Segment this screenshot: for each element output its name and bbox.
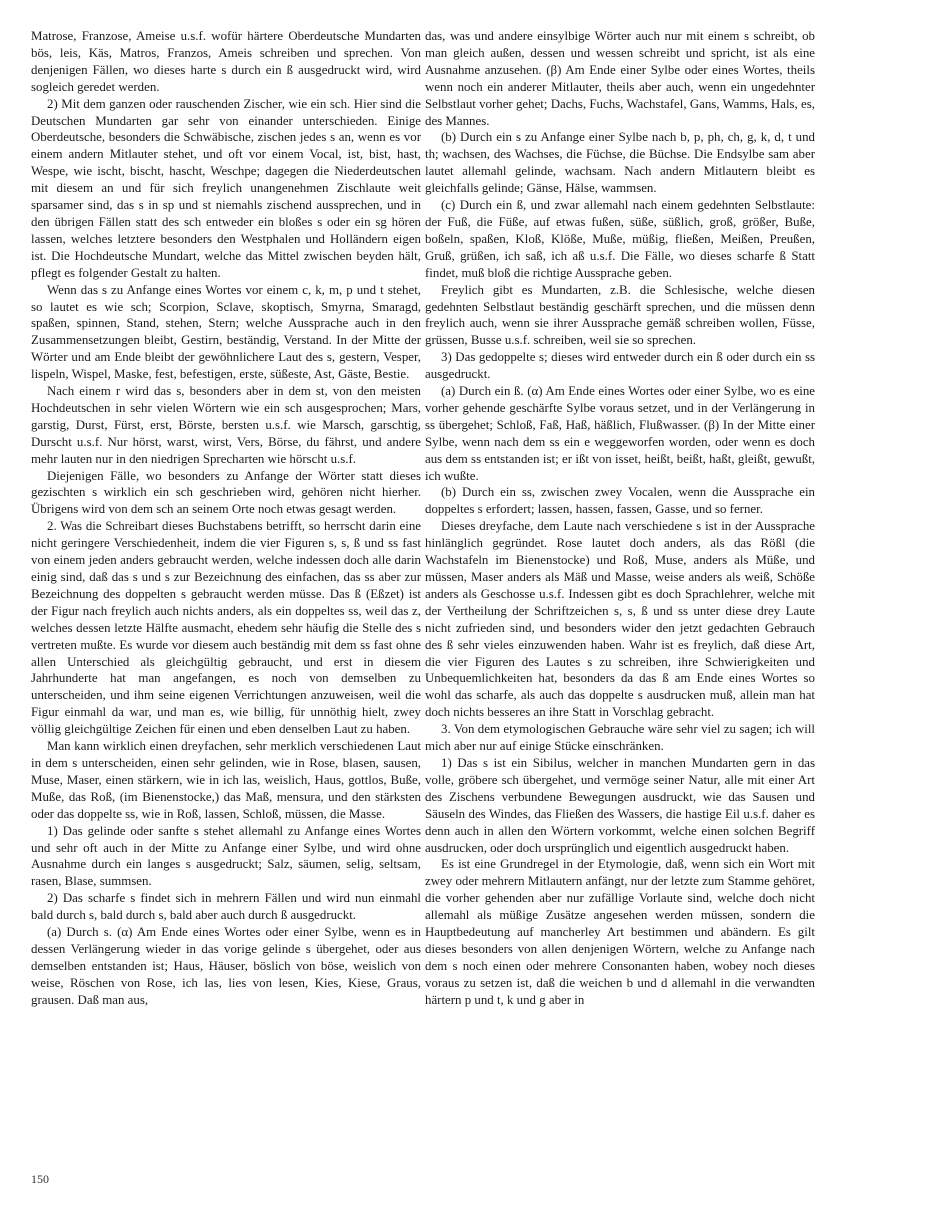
paragraph: das, was und andere einsylbige Wörter auch nur mit einem s schreibt, ob man gleich außen, dessen und wessen schreibt und spricht, ist als eine Ausnahme anzusehen. (β) Am Ende einer Sylbe oder eines Wortes, theils wenn noch ein anderer Mitlauter, theils aber auch, wenn ein ungedehnter Selbstlaut vorher gehet; Dachs, Fuchs, Wachstafel, Gans, Wamms, Hals, es, des Mannes.	[425, 29, 815, 128]
paragraph: Wenn das s zu Anfange eines Wortes vor einem c, k, m, p und t stehet, so lautet es wie sch; Scorpion, Sclave, skoptisch, Smyrna, Smaragd, spaßen, spinnen, Stand, stehen, Stern; welche Aussprache auch in den Zusammensetzungen bleibt, Gestirn, beständig, Verstand. In der Mitte der Wörter und am Ende bleibt der gewöhnlichere Laut des s, gestern, Vesper, lispeln, Wispel, Maske, fest, befestigen, erste, süßeste, Ast, Gäste, Bestie.	[31, 282, 421, 382]
paragraph: Man kann wirklich einen dreyfachen, sehr merklich verschiedenen Laut in dem s unterscheiden, einen sehr gelinden, wie in Rose, blasen, sausen, Muse, Maser, einen stärkern, wie in ich las, weislich, Haus, gottlos, Buße, Muße, das Roß, (im Bienenstocke,) das Maß, mensura, und den stärksten oder das doppelte ss, wie in Roß, lassen, Schloß, müssen, die Masse.	[31, 739, 421, 821]
paragraph: 3. Von dem etymologischen Gebrauche wäre sehr viel zu sagen; ich will mich aber nur auf einige Stücke einschränken.	[425, 722, 815, 754]
paragraph: Dieses dreyfache, dem Laute nach verschiedene s ist in der Aussprache hinlänglich gegründet. Rose lautet doch anders, als das Rößl (die Wachstafeln im Bienenstocke) und Roß, Muse, anders als Müße, und müssen, Maser anders als Mäß und Masse, weise anders als weiß, Schöße anders als Geschosse u.s.f. Indessen gibt es doch Sprachlehrer, welche mit der Vertheilung der Schriftzeichen s, s, ß und ss unter diese drey Laute nicht zufrieden sind, und besonders wider den jetzt gedachten Gebrauch des ß sehr vieles einzuwenden haben. Wahr ist es freylich, daß diese Art, die vier Figuren des Lautes s zu schreiben, ihre Schwierigkeiten und Unbequemlichkeiten hat, besonders da das ß am Ende eines Wortes so wohl das scharfe, als auch das doppelte s ausdrucken muß, allein man hat doch nichts besseres an ihre Statt in Vorschlag gebracht.	[425, 519, 815, 720]
paragraph: (b) Durch ein ss, zwischen zwey Vocalen, wenn die Aussprache ein doppeltes s erfordert; lassen, hassen, fassen, Gasse, und so ferner.	[425, 485, 815, 517]
paragraph: Freylich gibt es Mundarten, z.B. die Schlesische, welche diesen gedehnten Selbstlaut beständig geschärft sprechen, und die müssen denn freylich auch, wenn sie ihrer Aussprache gemäß schreiben wollen, Füsse, grüssen, Busse u.s.f. schreiben, weil sie so sprechen.	[425, 282, 815, 348]
paragraph: Matrose, Franzose, Ameise u.s.f. wofür härtere Oberdeutsche Mundarten bös, leis, Käs, Matros, Franzos, Ameis schreiben und sprechen. Von denjenigen Fällen, wo dieses harte s durch ein ß ausgedruckt wird, wird sogleich geredet werden.	[31, 29, 421, 94]
paragraph: Nach einem r wird das s, besonders aber in dem st, von den meisten Hochdeutschen in sehr vielen Wörtern wie ein sch ausgesprochen; Mars, garstig, Durst, Fürst, erst, Börste, bersten u.s.f. wie Marsch, garschtig, Durscht u.s.f. Nur hörst, warst, wirst, Vers, Börse, du fährst, und andere mehr lauten nur in den niedrigen Sprecharten wie hörscht u.s.f.	[31, 384, 421, 466]
paragraph: Diejenigen Fälle, wo besonders zu Anfange der Wörter statt dieses gezischten s wirklich ein sch geschrieben wird, gehören nicht hierher. Übrigens wird von dem sch an seinem Orte noch etwas gesagt werden.	[31, 468, 421, 517]
paragraph: 2) Mit dem ganzen oder rauschenden Zischer, wie ein sch. Hier sind die Deutschen Mundarten gar sehr von einander unterschieden. Einige Oberdeutsche, besonders die Schwäbische, zischen jedes s an, wenn es vor einem andern Mitlauter stehet, und oft vor einem Vocal, ist, bist, hast, Wespe, wie ischt, bischt, hascht, Weschpe; dagegen die Niederdeutschen mit diesem an und für sich freylich unangenehmen Zischlaute weit sparsamer sind, das s in sp und st niemahls zischend aussprechen, und in den übrigen Fällen statt des sch entweder ein bloßes s oder ein sg hören lassen, welches letztere besonders den Westphalen und Holländern eigen ist. Die Hochdeutsche Mundart, welche das Mittel zwischen beyden hält, pflegt es folgender Gestalt zu halten.	[31, 96, 421, 280]
paragraph: 1) Das gelinde oder sanfte s stehet allemahl zu Anfange eines Wortes und sehr oft auch in der Mitte zu Anfange einer Sylbe, und wird ohne Ausnahme durch ein langes s ausgedruckt; Salz, säumen, selig, seltsam, rasen, Blase, summsen.	[31, 823, 421, 889]
paragraph: 3) Das gedoppelte s; dieses wird entweder durch ein ß oder durch ein ss ausgedruckt.	[425, 350, 815, 382]
paragraph: (a) Durch s. (α) Am Ende eines Wortes oder einer Sylbe, wenn es in dessen Verlängerung wieder in das vorige gelinde s übergehet, oder aus demselben entstanden ist; Haus, Häuser, böslich von böse, weislich von weise, Röschen von Rose, ich las, lies von lesen, Kies, Kiese, Graus, grausen. Daß man aus,	[31, 925, 421, 1007]
paragraph: 2) Das scharfe s findet sich in mehrern Fällen und wird nun einmahl bald durch s, bald durch s, bald aber auch durch ß ausgedruckt.	[31, 891, 421, 923]
right-column	[425, 28, 815, 1009]
paragraph: 2. Was die Schreibart dieses Buchstabens betrifft, so herrscht darin eine nicht geringere Verschiedenheit, indem die vier Figuren s, s, ß und ss fast von einem jeden anders gebraucht werden, welche indessen doch alle darin einig sind, daß das s und s zur Bezeichnung des einfachen, das ss aber zur Bezeichnung des doppelten s gebraucht werden müsse. Das ß (Eßzet) ist der Figur nach freylich auch nichts anders, als ein doppeltes ss, weil das z, welches dessen letzte Hälfte ausmacht, ehedem sehr häufig die Stelle des s vertreten mußte. Es wurde vor diesem auch beständig mit dem ss fast ohne allen Unterschied als gleichgültig gebraucht, und erst in diesem Jahrhunderte hat man angefangen, es noch von demselben zu unterscheiden, und ihm seine eigenen Verrichtungen anzuweisen, weil die Figur einmahl da war, und man es, wie billig, für unnöthig hielt, zwey völlig gleichgültige Zeichen für einen und eben denselben Laut zu haben.	[31, 519, 421, 737]
paragraph: (c) Durch ein ß, und zwar allemahl nach einem gedehnten Selbstlaute: der Fuß, die Füße, auf etwas fußen, süße, süßlich, groß, größer, Buße, boßeln, spaßen, Kloß, Klöße, Muße, müßig, fließen, Meißen, Preußen, Gruß, grüßen, ich saß, ich aß u.s.f. Die Fälle, wo dieses scharfe ß Statt findet, muß bloß die richtige Aussprache geben.	[425, 198, 815, 280]
paragraph: 1) Das s ist ein Sibilus, welcher in manchen Mundarten gern in das volle, gröbere sch übergehet, und vermöge seiner Natur, alle mit einer Art des Zischens verbundene Bewegungen ausdruckt, wie das Sausen und Säuseln des Windes, das Fließen des Wassers, die hastige Eil u.s.f. daher es denn auch in allen den Wörtern vorkommt, welche einen solchen Begriff ausdrucken, oder doch ursprünglich und eigentlich ausgedruckt haben.	[425, 755, 815, 855]
paragraph: Es ist eine Grundregel in der Etymologie, daß, wenn sich ein Wort mit zwey oder mehrern Mitlautern anfängt, nur der letzte zum Stamme gehöret, die vorher gehenden aber nur zufällige Vorlaute sind, welche doch nicht allemahl als müßige Zusätze angesehen werden müssen, sondern die Hauptbedeutung auf mancherley Art bestimmen und abändern. Es gilt dieses besonders von allen denjenigen Wörtern, welche zu Anfange nach dem s noch einen oder mehrere Consonanten haben, wobey noch dieses voraus zu setzen ist, daß die weichen b und d allemahl in die verwandten härtern p und t, k und g aber in	[425, 857, 815, 1007]
paragraph: (a) Durch ein ß. (α) Am Ende eines Wortes oder einer Sylbe, wo es eine vorher gehende geschärfte Sylbe voraus setzet, und in der Verlängerung in ss übergehet; Schloß, Faß, Haß, häßlich, Flußwasser. (β) In der Mitte einer Sylbe, wenn nach dem ss ein e weggeworfen worden, oder wenn es doch aus dem ss entstanden ist; er ißt von isset, heißt, beißt, haßt, gleißt, gewußt, ich wußte.	[425, 384, 815, 483]
left-column	[31, 28, 421, 1009]
paragraph: (b) Durch ein s zu Anfange einer Sylbe nach b, p, ph, ch, g, k, d, t und th; wachsen, des Wachses, die Füchse, die Büchse. Die Endsylbe sam aber lautet allemahl gelinde, wachsam. Nach andern Mitlautern bleibt es gleichfalls gelinde; Gänse, Hälse, wammsen.	[425, 130, 815, 196]
page-number: 150	[31, 1172, 49, 1186]
